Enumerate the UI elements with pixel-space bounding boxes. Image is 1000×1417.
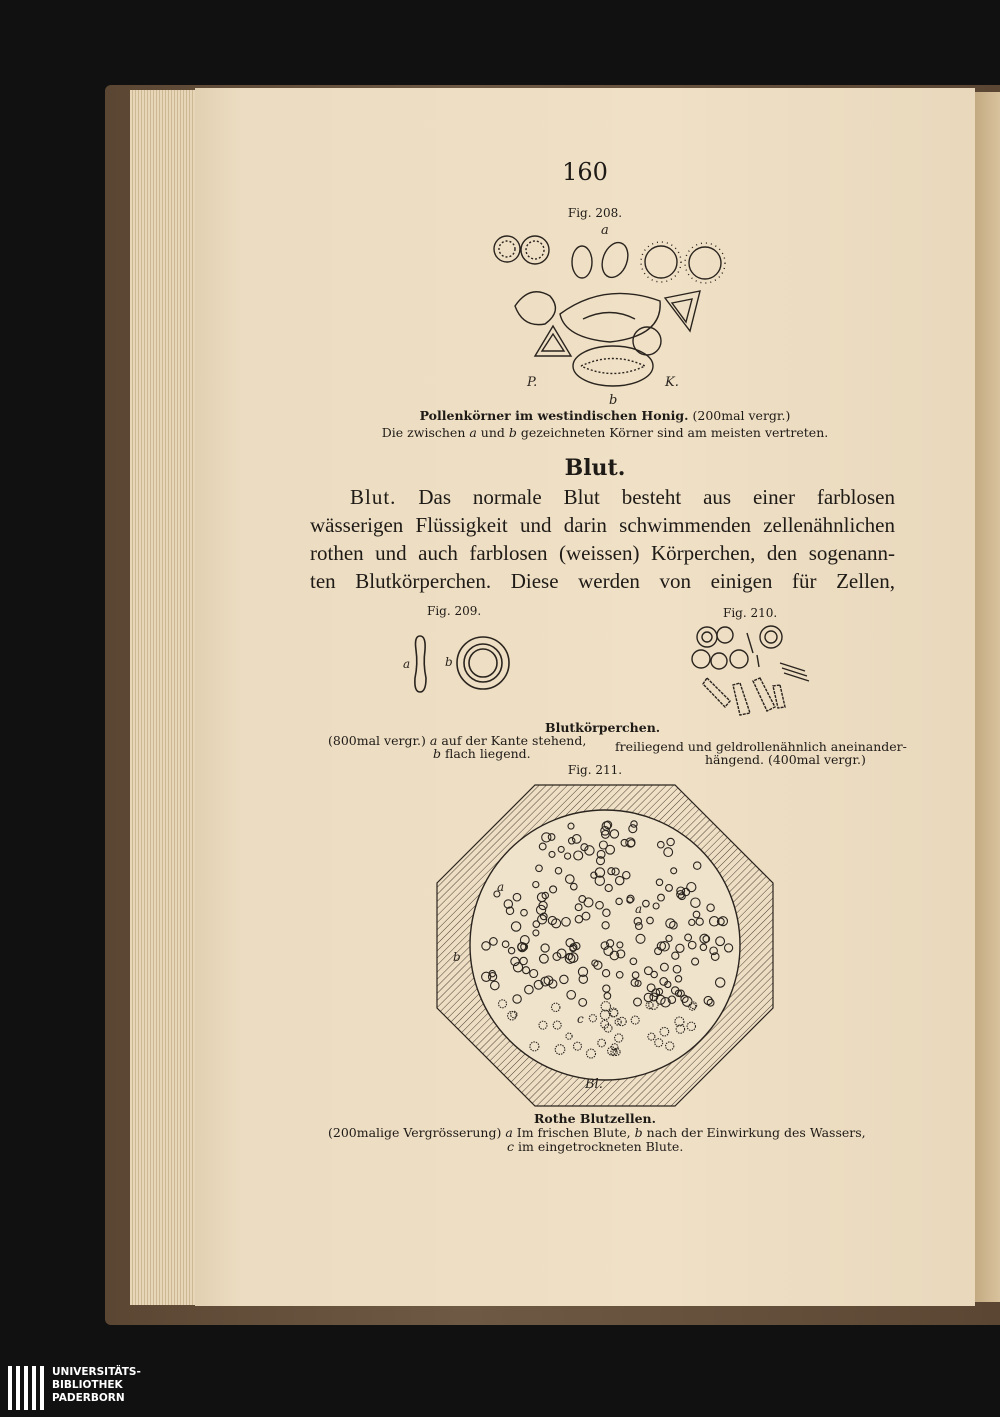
fig208-pollen-illustration [485, 226, 745, 406]
fig208-caption-line1 [195, 408, 1000, 423]
blut-caption-left-b: b [433, 746, 442, 761]
paragraph-line-1 [310, 483, 895, 511]
page-number: 160 [562, 158, 608, 186]
fig211-caption-line2 [507, 1139, 683, 1154]
page-edges [130, 90, 200, 1305]
fig208-caption-und: und [480, 425, 505, 440]
fig208-letter-p: P. [527, 375, 538, 390]
library-logo-line3: PADERBORN [52, 1392, 125, 1404]
fig208-label: Fig. 208. [567, 206, 623, 220]
body-paragraph [310, 483, 895, 595]
fig211-caption-line1 [328, 1125, 866, 1140]
fig211-caption-title: Rothe Blutzellen. [533, 1111, 656, 1126]
fig209-blood-cells-illustration [400, 628, 520, 703]
fig211-letter-a1: a [497, 880, 505, 894]
blut-caption-left-line2 [433, 746, 531, 761]
fig208-caption-a: a [469, 425, 477, 440]
section-heading: Blut. [564, 455, 626, 481]
fig209-letter-a: a [403, 657, 411, 671]
book-page [195, 88, 975, 1306]
blut-caption-right-line1: freiliegend und geldrollenähnlich aneinander- [615, 739, 907, 754]
blut-caption-title: Blutkörperchen. [545, 720, 661, 735]
fig208-letter-b: b [609, 393, 618, 406]
fig208-caption-line2 [195, 425, 1000, 440]
fig211-letter-a2: a [635, 902, 643, 916]
paragraph-line-4: ten Blutkörperchen. Diese werden von einigen für Zellen, [310, 569, 895, 593]
fig211-label: Fig. 211. [567, 763, 623, 777]
fig211-letter-bl: Bl. [585, 1077, 603, 1092]
paragraph-line-1-text: Das normale Blut besteht aus einer farblosen [418, 485, 895, 509]
paragraph-lead: Blut. [350, 485, 397, 509]
fig211-caption-magnification: (200malige Vergrösserung) [328, 1125, 502, 1140]
fig211-letter-c: c [577, 1012, 584, 1026]
fig209-label: Fig. 209. [427, 604, 482, 618]
paragraph-line-3: rothen und auch farblosen (weissen) Körperchen, den sogenann- [310, 541, 895, 565]
fig209-letter-b: b [445, 655, 453, 669]
library-logo-line1: UNIVERSITÄTS- [52, 1366, 141, 1378]
library-logo-text [52, 1366, 141, 1405]
library-logo-icon [8, 1366, 44, 1410]
fig208-caption-magnification: (200mal vergr.) [692, 408, 791, 423]
fig211-caption-c: c [507, 1139, 515, 1154]
fig210-rouleaux-illustration [685, 623, 825, 723]
blut-caption-left-text: auf der Kante stehend, [441, 733, 587, 748]
blut-caption-left-magnification: (800mal vergr.) [328, 733, 426, 748]
fig211-caption-b: b [634, 1125, 643, 1140]
blut-caption-right-line2: hängend. (400mal vergr.) [705, 752, 866, 767]
fig208-caption-bold: Pollenkörner im westindischen Honig. [419, 408, 689, 423]
fig208-letter-a: a [601, 226, 609, 238]
library-logo-line2: BIBLIOTHEK [52, 1379, 123, 1391]
fig211-letter-b: b [453, 950, 461, 964]
fig211-caption-text3: im eingetrockneten Blute. [518, 1139, 684, 1154]
fig211-caption-text2: nach der Einwirkung des Wassers, [646, 1125, 866, 1140]
paragraph-line-2: wässerigen Flüssigkeit und darin schwimmenden zellenähnlichen [310, 513, 895, 537]
fig211-caption-a: a [505, 1125, 513, 1140]
blut-caption-left-text2: flach liegend. [445, 746, 531, 761]
fig208-letter-k: K. [665, 375, 679, 390]
blut-caption-left-a: a [429, 733, 438, 748]
fig211-caption-text1: Im frischen Blute, [516, 1125, 631, 1140]
fig210-label: Fig. 210. [723, 606, 778, 620]
fig208-caption-text-end: gezeichneten Körner sind am meisten vertreten. [520, 425, 829, 440]
library-logo [0, 1360, 180, 1417]
fig208-caption-b: b [508, 425, 517, 440]
fig208-caption-text: Die zwischen [381, 425, 466, 440]
fig211-blood-cells-illustration [435, 783, 775, 1108]
